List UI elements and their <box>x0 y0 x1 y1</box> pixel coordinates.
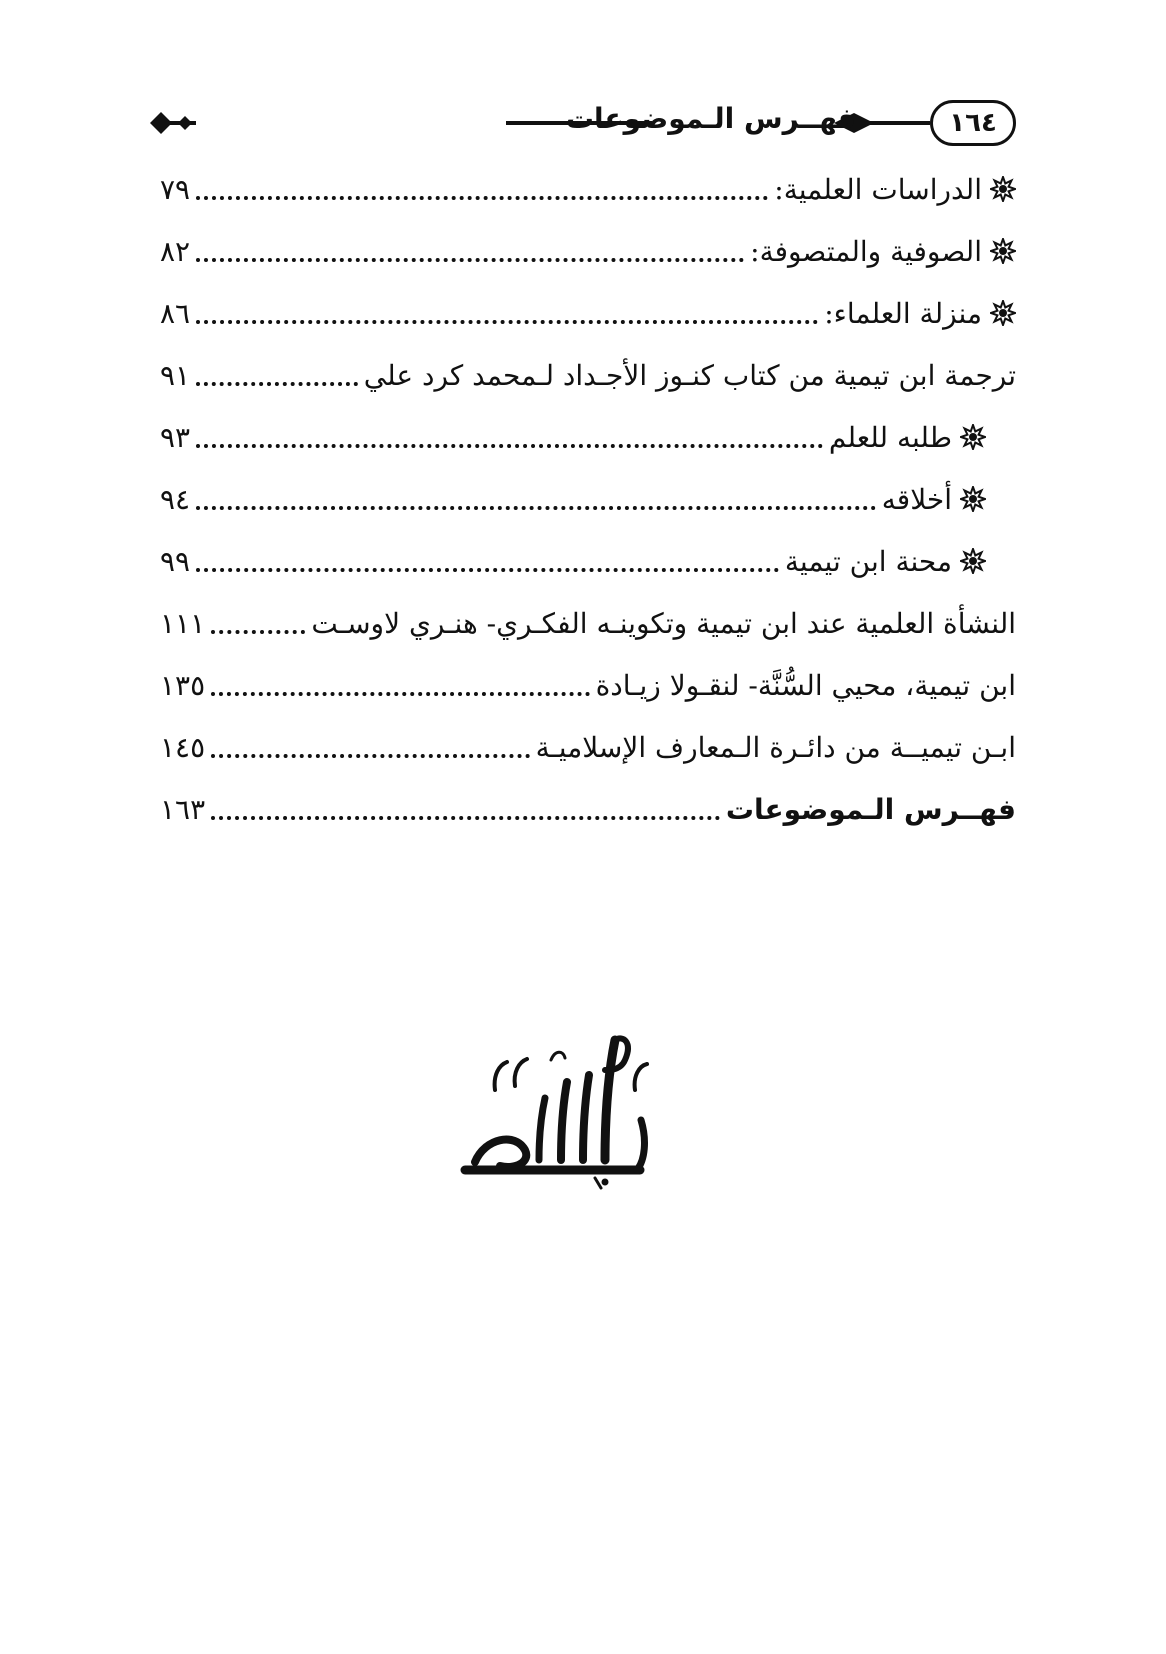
toc-entry-title <box>364 359 1016 392</box>
toc-entry-title <box>829 421 986 454</box>
toc-entry <box>160 530 1016 592</box>
toc-entry-text: النشأة العلمية عند ابن تيمية وتكوينـه الفكـري- هنـري لاوسـت <box>311 606 1016 640</box>
toc-entry-title <box>750 235 1016 268</box>
toc-entry-page-number: ٩١ <box>160 358 191 392</box>
toc-entry <box>160 344 1016 406</box>
toc-entry-text: ترجمة ابن تيمية من كتاب كنـوز الأجـداد لـمحمد كرد علي <box>363 358 1016 392</box>
star-flower-bullet-icon <box>990 238 1016 264</box>
toc-entry-page-number: ٩٣ <box>160 420 191 454</box>
dot-leader <box>196 506 876 510</box>
dot-leader <box>196 568 779 572</box>
toc-entry <box>160 468 1016 530</box>
toc-entry <box>160 654 1016 716</box>
toc-entry-text: أخلاقه <box>881 482 952 516</box>
toc-entry-title <box>536 731 1016 764</box>
toc-entry-page-number: ٩٩ <box>160 544 191 578</box>
toc-entry <box>160 406 1016 468</box>
toc-entry-page-number: ١٣٥ <box>160 668 206 702</box>
star-flower-bullet-icon <box>990 300 1016 326</box>
toc-entry <box>160 778 1016 840</box>
dot-leader <box>196 444 823 448</box>
toc-entry-text: محنة ابن تيمية <box>784 544 952 578</box>
toc-entry-title <box>726 793 1016 826</box>
header-end-ornament-icon <box>150 108 196 138</box>
toc-entry-text: طلبه للعلم <box>828 420 952 454</box>
star-flower-bullet-icon <box>960 424 986 450</box>
toc-entry-title <box>596 669 1016 702</box>
toc-entry <box>160 158 1016 220</box>
toc-entry-page-number: ٨٦ <box>160 296 191 330</box>
toc-entry-text: الدراسات العلمية: <box>774 172 982 206</box>
toc-entry <box>160 282 1016 344</box>
toc-entry-page-number: ٧٩ <box>160 172 191 206</box>
star-flower-bullet-icon <box>990 176 1016 202</box>
toc-entry-text: ابن تيمية، محيي السُّنَّة- لنقـولا زيـادة <box>595 668 1016 702</box>
dot-leader <box>196 382 358 386</box>
toc-entry-text: ابـن تيميــة من دائـرة الـمعارف الإسلاميـة <box>535 730 1016 764</box>
dot-leader <box>196 196 768 200</box>
toc-entry-title <box>785 545 986 578</box>
page-number: ١٦٤ <box>930 100 1016 146</box>
dot-leader <box>211 630 305 634</box>
toc-entry-page-number: ١١١ <box>160 606 206 640</box>
toc-entry <box>160 716 1016 778</box>
page-header <box>150 100 1016 152</box>
dot-leader <box>211 816 720 820</box>
toc-entry-title <box>882 483 986 516</box>
toc-entry-page-number: ١٤٥ <box>160 730 206 764</box>
toc-entry-text: الصوفية والمتصوفة: <box>750 234 982 268</box>
dot-leader <box>196 320 818 324</box>
toc-entry-text: منزلة العلماء: <box>824 296 982 330</box>
star-flower-bullet-icon <box>960 486 986 512</box>
star-flower-bullet-icon <box>960 548 986 574</box>
toc-entry-page-number: ٩٤ <box>160 482 191 516</box>
dot-leader <box>211 754 529 758</box>
toc-entry-page-number: ١٦٣ <box>160 792 206 826</box>
toc-entry-title <box>311 607 1016 640</box>
running-title: فهــرس الـموضوعات <box>565 102 856 135</box>
table-of-contents <box>160 158 1016 840</box>
toc-entry-title <box>824 297 1016 330</box>
toc-entry-page-number: ٨٢ <box>160 234 191 268</box>
dot-leader <box>211 692 590 696</box>
calligraphy-seal-icon <box>455 1020 655 1190</box>
dot-leader <box>196 258 744 262</box>
toc-entry <box>160 592 1016 654</box>
toc-entry-text: فهــرس الـموضوعات <box>725 792 1016 826</box>
toc-entry-title <box>774 173 1016 206</box>
toc-entry <box>160 220 1016 282</box>
